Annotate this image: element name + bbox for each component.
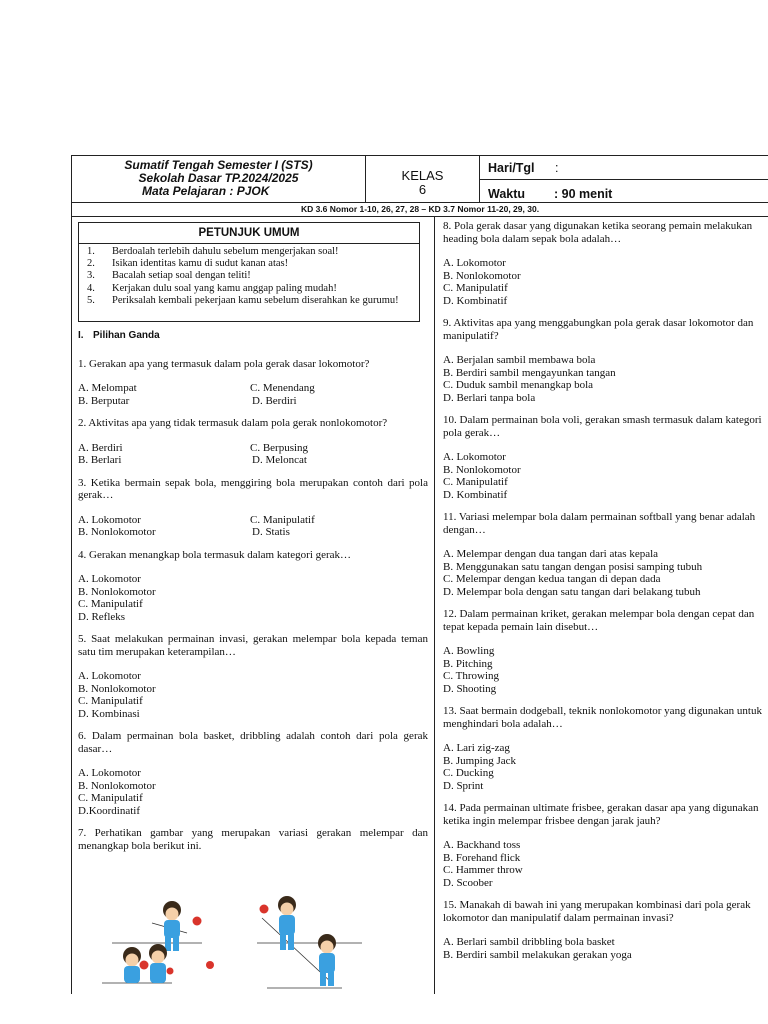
section-heading: I. Pilihan Ganda — [78, 330, 160, 341]
question-stem: 7. Perhatikan gambar yang merupakan variasi gerakan melempar dan menangkap bola berikut ini. — [78, 827, 428, 852]
time-value: : 90 menit — [554, 187, 613, 201]
option-a: A. Lokomotor — [443, 257, 506, 269]
option-c: C. Duduk sambil menangkap bola — [443, 379, 594, 391]
option-c: C. Manipulatif — [78, 695, 143, 707]
option-b: B. Jumping Jack — [443, 754, 517, 767]
option-c: C. Melempar dengan kedua tangan di depan dada — [443, 573, 661, 585]
exam-title-block — [72, 156, 366, 203]
option-a: A. Lari zig-zag — [443, 742, 510, 754]
question-stem: 5. Saat melakukan permainan invasi, gerakan melempar bola kepada teman satu tim merupakan keterampilan… — [78, 633, 428, 658]
exam-title: Sumatif Tengah Semester I (STS) — [124, 158, 313, 172]
date-time-block — [480, 156, 768, 203]
kelas-label: KELAS — [401, 168, 444, 183]
question-9 — [443, 317, 768, 404]
option-b: B. Nonlokomotor — [78, 779, 156, 792]
date-label: Hari/Tgl — [488, 161, 535, 175]
left-column — [78, 330, 428, 864]
option-d: D. Melempar bola dengan satu tangan dari belakang tubuh — [443, 585, 701, 598]
option-b: B. Nonlokomotor — [78, 585, 156, 598]
question-stem: 1. Gerakan apa yang termasuk dalam pola gerak dasar lokomotor? — [78, 357, 370, 370]
option-d: D. Scoober — [443, 876, 493, 889]
option-c: C. Menendang — [250, 382, 315, 394]
option-a: A. Berdiri — [78, 441, 123, 454]
instruction-item: 2. Isikan identitas kamu di sudut kanan atas! — [87, 258, 289, 270]
option-b: B. Nonlokomotor — [78, 682, 156, 695]
date-value: : — [555, 161, 559, 175]
question-6 — [78, 730, 428, 817]
question-stem: 4. Gerakan menangkap bola termasuk dalam kategori gerak… — [78, 548, 352, 561]
instruction-item: 4. Kerjakan dulu soal yang kamu anggap paling mudah! — [87, 282, 337, 294]
class-block — [366, 156, 480, 203]
question-10 — [443, 414, 768, 501]
option-c: C. Ducking — [443, 767, 494, 779]
option-c: C. Manipulatif — [78, 598, 143, 610]
option-c: C. Manipulatif — [443, 476, 508, 488]
option-d: D. Kombinatif — [443, 488, 508, 501]
right-column — [443, 220, 768, 971]
option-d: D. Meloncat — [252, 454, 307, 466]
instruction-item: 3. Bacalah setiap soal dengan teliti! — [87, 270, 251, 282]
option-a: A. Backhand toss — [443, 839, 521, 851]
exam-header — [71, 155, 768, 203]
option-b: B. Nonlokomotor — [78, 526, 156, 538]
option-b: B. Forehand flick — [443, 851, 521, 864]
question-11 — [443, 511, 768, 598]
boy-figure-4 — [260, 896, 297, 950]
option-b: B. Berputar — [78, 394, 130, 407]
option-d: D. Sprint — [443, 779, 484, 792]
question-stem: 14. Pada permainan ultimate frisbee, gerakan dasar apa yang digunakan ketika ingin melempar frisbee dengan jarak jauh? — [443, 802, 759, 827]
option-b: B. Berdiri sambil melakukan gerakan yoga — [443, 948, 632, 961]
question-stem: 10. Dalam permainan bola voli, gerakan smash termasuk dalam kategori pola gerak… — [443, 414, 762, 439]
question-2 — [78, 417, 428, 467]
time-label: Waktu — [488, 187, 526, 201]
option-b: B. Berdiri sambil mengayunkan tangan — [443, 366, 616, 379]
option-a: A. Berjalan sambil membawa bola — [443, 354, 596, 366]
subject: Mata Pelajaran : PJOK — [142, 184, 270, 198]
question-12 — [443, 608, 768, 695]
question-stem: 3. Ketika bermain sepak bola, menggiring bola merupakan contoh dari pola gerak… — [78, 476, 428, 501]
question-stem: 12. Dalam permainan kriket, gerakan melempar bola dengan cepat dan tepat kepada pemain lain disebut… — [443, 608, 755, 633]
question-stem: 15. Manakah di bawah ini yang merupakan kombinasi dari pola gerak lokomotor dan manipulatif dalam permainan invasi? — [443, 899, 751, 924]
option-c: C. Manipulatif — [443, 282, 508, 294]
question-13 — [443, 705, 768, 792]
question-15 — [443, 899, 768, 961]
option-a: A. Lokomotor — [78, 573, 141, 585]
option-d: D. Statis — [252, 526, 290, 538]
question-3 — [78, 477, 428, 539]
left-border — [71, 217, 72, 994]
option-c: C. Throwing — [443, 670, 500, 682]
option-a: A. Bowling — [443, 645, 495, 657]
option-a: A. Lokomotor — [78, 670, 141, 682]
question-stem: 8. Pola gerak dasar yang digunakan ketika seorang pemain melakukan heading bola dalam sepak bola adalah… — [443, 220, 753, 245]
question-8 — [443, 220, 768, 307]
option-a: A. Lokomotor — [78, 767, 141, 779]
option-b: B. Nonlokomotor — [443, 269, 521, 282]
option-c: C. Berpusing — [250, 441, 309, 454]
date-row — [480, 157, 768, 180]
option-b: B. Berlari — [78, 454, 122, 466]
option-d: D. Refleks — [78, 610, 126, 623]
boy-figure-2 — [123, 947, 149, 983]
question-7 — [78, 827, 428, 852]
option-d: D. Berlari tanpa bola — [443, 391, 536, 404]
question-14 — [443, 802, 768, 889]
instructions-title: PETUNJUK UMUM — [79, 223, 419, 244]
option-d: D. Kombinatif — [443, 294, 508, 307]
option-c: C. Manipulatif — [250, 513, 315, 526]
option-d: D. Kombinasi — [78, 707, 140, 720]
option-a: A. Berlari sambil dribbling bola basket — [443, 936, 615, 948]
option-a: A. Lokomotor — [78, 513, 141, 526]
option-d: D.Koordinatif — [78, 804, 141, 817]
question-stem: 2. Aktivitas apa yang tidak termasuk dalam pola gerak nonlokomotor? — [78, 417, 388, 429]
instruction-item: 5. Periksalah kembali pekerjaan kamu sebelum diserahkan ke gurumu! — [87, 294, 399, 306]
option-d: D. Shooting — [443, 682, 497, 695]
question-1 — [78, 358, 428, 408]
instruction-item: 1. Berdoalah terlebih dahulu sebelum mengerjakan soal! — [87, 246, 339, 257]
boy-figure-1 — [163, 901, 202, 951]
column-divider — [434, 217, 435, 994]
option-a: A. Melempar dengan dua tangan dari atas kepala — [443, 548, 659, 560]
boy-figure-3 — [149, 944, 214, 983]
instructions-list — [79, 244, 419, 307]
option-c: C. Hammer throw — [443, 864, 523, 876]
kelas-value: 6 — [418, 182, 427, 197]
option-a: A. Lokomotor — [443, 451, 506, 463]
option-b: B. Pitching — [443, 657, 493, 670]
option-b: B. Menggunakan satu tangan dengan posisi samping tubuh — [443, 560, 703, 573]
question-4 — [78, 549, 428, 624]
kd-coverage: KD 3.6 Nomor 1-10, 26, 27, 28 – KD 3.7 Nomor 11-20, 29, 30. — [71, 203, 768, 217]
throw-catch-illustration — [92, 893, 372, 993]
question-stem: 9. Aktivitas apa yang menggabungkan pola gerak dasar lokomotor dan manipulatif? — [443, 317, 754, 342]
question-5 — [78, 633, 428, 720]
option-a: A. Melompat — [78, 382, 137, 394]
option-c: C. Manipulatif — [78, 792, 143, 804]
option-d: D. Berdiri — [252, 394, 297, 407]
question-stem: 6. Dalam permainan bola basket, dribbling adalah contoh dari pola gerak dasar… — [78, 730, 428, 755]
school-year: Sekolah Dasar TP.2024/2025 — [138, 171, 299, 185]
question-stem: 13. Saat bermain dodgeball, teknik nonlokomotor yang digunakan untuk menghindari bola adalah… — [443, 705, 762, 730]
question-stem: 11. Variasi melempar bola dalam permainan softball yang benar adalah dengan… — [443, 511, 756, 536]
option-b: B. Nonlokomotor — [443, 463, 521, 476]
instructions-box — [78, 222, 420, 322]
